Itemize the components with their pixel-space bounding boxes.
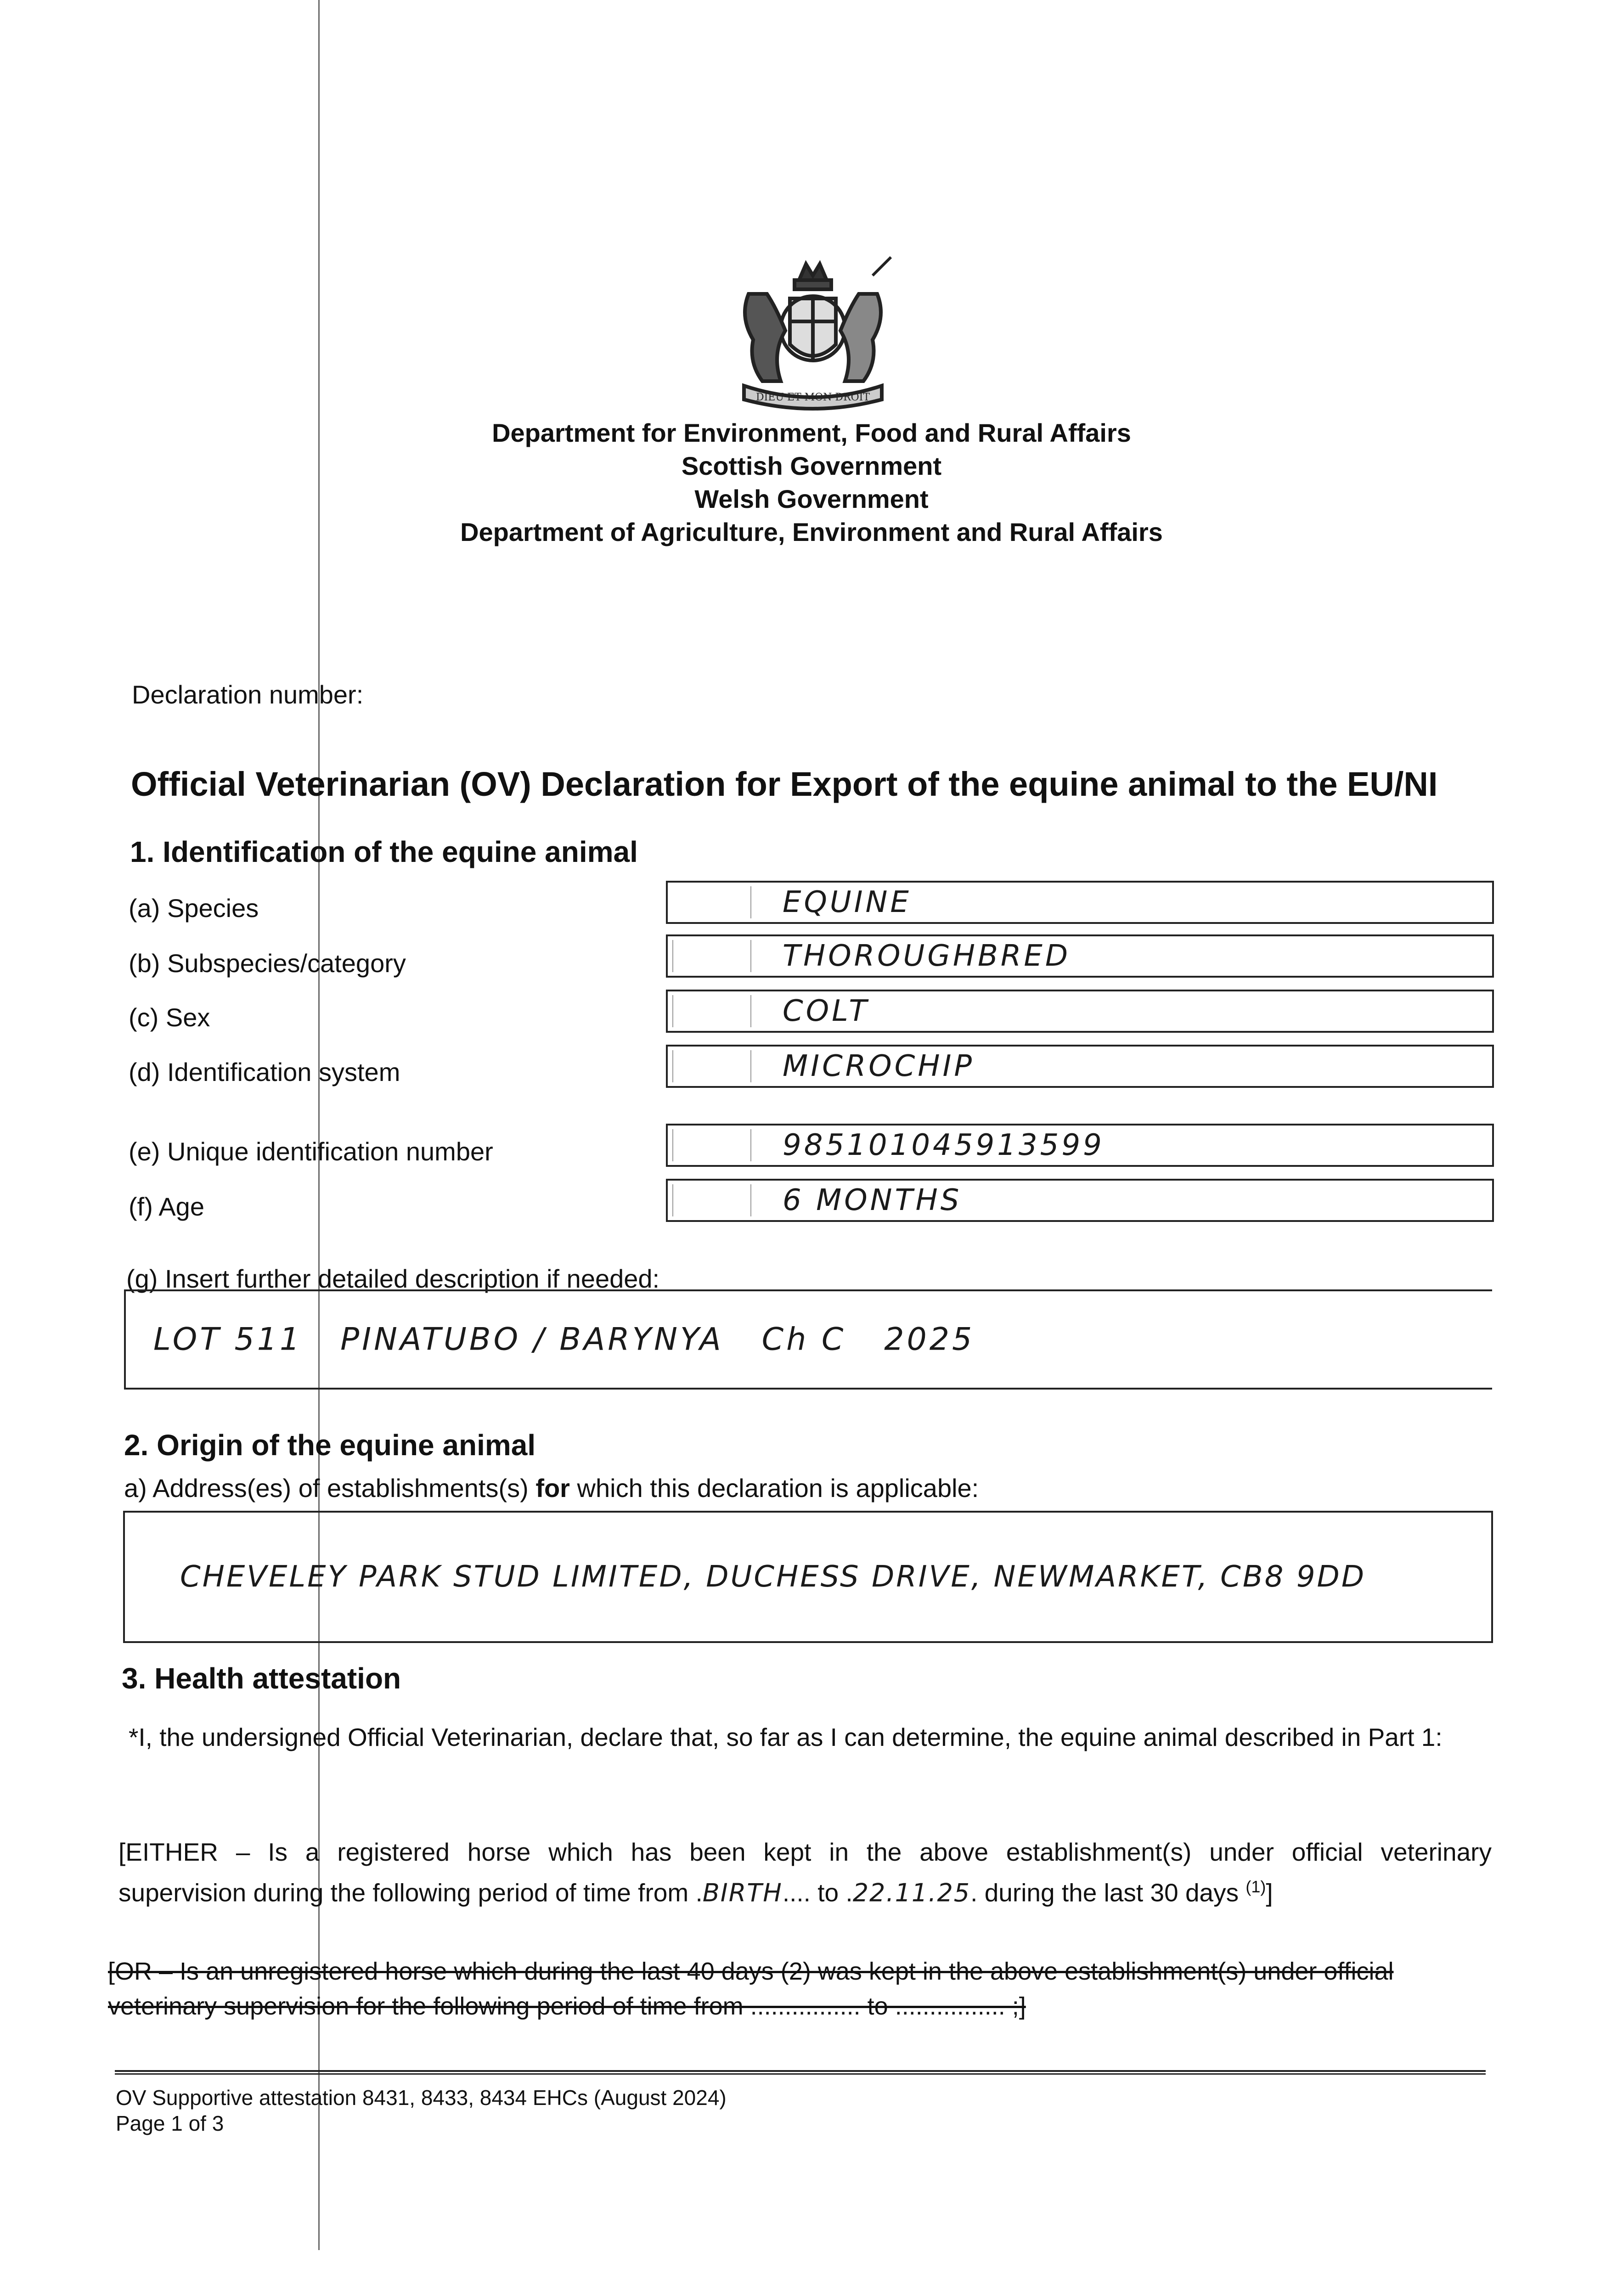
page-title: Official Veterinarian (OV) Declaration for Export of the equine animal to the EU/NI [131,765,1438,803]
age-field[interactable] [666,1179,1494,1222]
id-system-value: MICROCHIP [783,1049,975,1083]
either-to-date[interactable]: 22.11.25 [852,1878,971,1908]
declaration-number-label: Declaration number: [132,680,364,709]
either-line2-pre: supervision during the following period of time from . [118,1878,703,1907]
either-from-date[interactable]: BIRTH [702,1878,783,1908]
address-value: CHEVELEY PARK STUD LIMITED, DUCHESS DRIVE, NEWMARKET, CB8 9DD [180,1560,1366,1594]
sub-label-pre: a) Address(es) of establishments(s) [124,1474,536,1503]
age-value: 6 MONTHS [783,1183,962,1217]
footer-line1: OV Supportive attestation 8431, 8433, 8434 EHCs (August 2024) [116,2086,727,2110]
sex-label: (c) Sex [129,1003,210,1032]
subspecies-value: THOROUGHBRED [783,939,1071,973]
sex-field[interactable] [666,990,1494,1033]
section1-heading: 1. Identification of the equine animal [130,835,638,868]
address-field[interactable] [123,1511,1493,1643]
species-value: EQUINE [783,885,912,919]
species-label: (a) Species [129,894,259,923]
id-system-label: (d) Identification system [129,1058,400,1086]
royal-crest-logo [721,248,905,413]
unique-id-field[interactable] [666,1124,1494,1167]
footnote-ref-1: (1) [1245,1877,1266,1896]
section2-heading: 2. Origin of the equine animal [124,1429,536,1462]
either-line2 [118,1869,1492,1910]
footer-rule [115,2070,1486,2075]
either-mid: .... to . [782,1878,853,1907]
either-line1: [EITHER – Is a registered horse which has been kept in the above establishment(s) under official veterinary [118,1838,1492,1866]
either-end: ] [1266,1878,1273,1907]
subspecies-field[interactable] [666,934,1494,978]
either-post: . during the last 30 days [970,1878,1246,1907]
dept-welsh-gov: Welsh Government [694,484,929,513]
sub-label-post: which this declaration is applicable: [569,1474,979,1503]
sex-value: COLT [783,994,870,1028]
dept-daera: Department of Agriculture, Environment and Rural Affairs [460,518,1163,546]
health-intro: *I, the undersigned Official Veterinarian, declare that, so far as I can determine, the equine animal described in Part 1: [129,1723,1443,1751]
id-system-field[interactable] [666,1045,1494,1088]
age-label: (f) Age [129,1192,204,1221]
or-line2: veterinary supervision for the following period of time from ................ to ................ ;] [108,1992,1026,2020]
scan-artifact-line [318,0,320,2250]
footer-text [116,2085,727,2136]
or-clause-struck [108,1954,1490,2024]
or-line1: [OR – Is an unregistered horse which during the last 40 days (2) was kept in the above establishment(s) under official [108,1958,1394,1985]
unique-id-label: (e) Unique identification number [129,1137,493,1166]
dept-scottish-gov: Scottish Government [681,451,942,480]
further-description-label: (g) Insert further detailed description if needed: [126,1264,660,1293]
further-description-field[interactable] [124,1289,1492,1390]
unique-id-value: 985101045913599 [783,1128,1105,1162]
dept-defra: Department for Environment, Food and Rural Affairs [492,418,1131,447]
page-number: Page 1 of 3 [116,2111,224,2135]
species-field[interactable] [666,881,1494,924]
either-clause [118,1835,1492,1910]
svg-text:DIEU ET MON DROIT: DIEU ET MON DROIT [755,392,870,403]
sub-label-bold: for [535,1474,570,1503]
further-description-value: LOT 511 PINATUBO / BARYNYA Ch C 2025 [153,1321,975,1358]
section3-heading: 3. Health attestation [122,1662,401,1695]
subspecies-label: (b) Subspecies/category [129,949,406,978]
section2-sub-label [124,1473,979,1503]
